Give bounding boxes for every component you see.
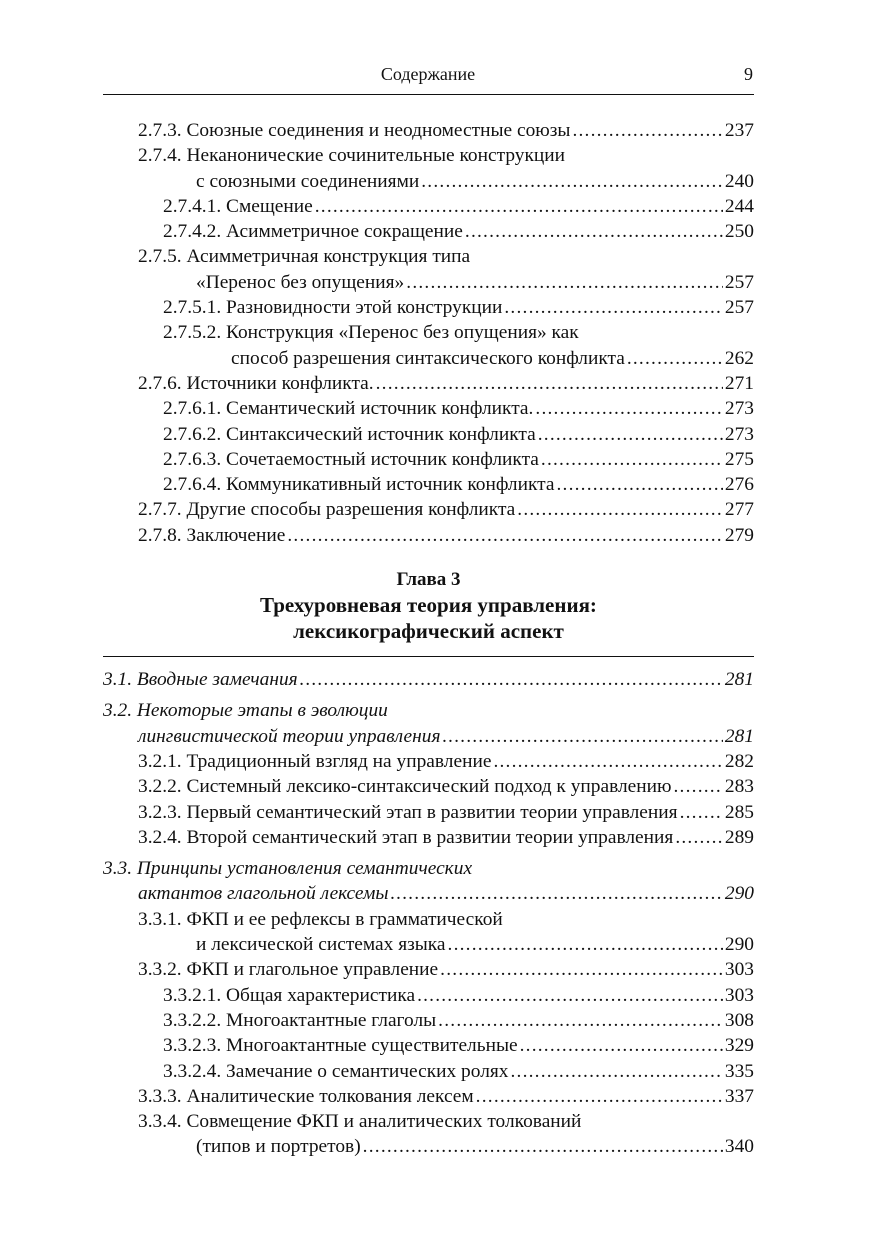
table-of-contents (103, 118, 754, 1160)
toc-entry-3-3-2-4[interactable] (103, 1059, 754, 1084)
toc-entry-page: 281 (724, 725, 754, 747)
toc-entry-2-7-6-1[interactable] (103, 396, 754, 421)
toc-entry-title: 2.7.6.4. Коммуникативный источник конфликта (163, 474, 555, 496)
toc-entry-page: 281 (724, 669, 754, 691)
toc-entry-title: 3.2.4. Второй семантический этап в развитии теории управления (138, 826, 674, 848)
toc-entry-page: 337 (724, 1085, 754, 1107)
toc-entry-2-7-8[interactable] (103, 523, 754, 548)
dot-leader (556, 472, 722, 497)
toc-entry-3-3-1-line1[interactable]: 3.3.1. ФКП и ее рефлексы в грамматической (138, 908, 503, 930)
toc-entry-title: 2.7.4.1. Смещение (163, 195, 313, 217)
toc-entry-title: «Перенос без опущения» (196, 271, 405, 293)
toc-entry-page: 283 (724, 776, 754, 798)
toc-entry-title: способ разрешения синтаксического конфликта (231, 347, 625, 369)
dot-leader (287, 523, 723, 548)
toc-entry-title: 2.7.5.1. Разновидности этой конструкции (163, 297, 503, 319)
toc-entry-2-7-5-1[interactable] (103, 295, 754, 320)
toc-entry-3-2-1[interactable] (103, 749, 754, 774)
toc-entry-2-7-5-2[interactable] (103, 346, 754, 371)
toc-entry-page: 282 (724, 750, 754, 772)
toc-entry-3-1[interactable] (103, 667, 754, 692)
toc-entry-2-7-6-4[interactable] (103, 472, 754, 497)
toc-entry-title: 2.7.6. Источники конфликта. (138, 372, 374, 394)
toc-entry-2-7-4[interactable] (103, 169, 754, 194)
dot-leader (315, 194, 723, 219)
toc-entry-3-3-line1[interactable]: 3.3. Принципы установления семантических (103, 858, 473, 880)
dot-leader (417, 983, 723, 1008)
toc-entry-2-7-6-2[interactable] (103, 422, 754, 447)
toc-entry-2-7-3[interactable] (103, 118, 754, 143)
toc-entry-title: 2.7.6.3. Сочетаемостный источник конфликта (163, 448, 539, 470)
toc-entry-page: 308 (724, 1009, 754, 1031)
toc-entry-page: 290 (724, 934, 754, 956)
toc-entry-3-3[interactable] (103, 881, 754, 906)
toc-entry-page: 273 (724, 423, 754, 445)
toc-entry-title: 3.3.2.4. Замечание о семантических ролях (163, 1060, 509, 1082)
toc-entry-title: 2.7.4.2. Асимметричное сокращение (163, 221, 463, 243)
dot-leader (680, 800, 723, 825)
toc-entry-title: 3.3.2.1. Общая характеристика (163, 984, 416, 1006)
dot-leader (421, 169, 723, 194)
toc-entry-page: 290 (724, 883, 754, 905)
toc-entry-page: 262 (724, 347, 754, 369)
dot-leader (440, 957, 723, 982)
toc-entry-page: 329 (724, 1035, 754, 1057)
dot-leader (627, 346, 723, 371)
header-rule (103, 94, 754, 95)
toc-entry-title: 3.2.2. Системный лексико-синтаксический подход к управлению (138, 776, 672, 798)
toc-entry-page: 273 (724, 398, 754, 420)
toc-entry-3-2[interactable] (103, 724, 754, 749)
dot-leader (376, 371, 723, 396)
toc-entry-page: 275 (724, 448, 754, 470)
toc-entry-page: 279 (724, 524, 754, 546)
toc-entry-3-3-1[interactable] (103, 932, 754, 957)
toc-entry-page: 250 (724, 221, 754, 243)
toc-entry-3-2-4[interactable] (103, 825, 754, 850)
toc-entry-3-3-3[interactable] (103, 1084, 754, 1109)
toc-entry-page: 289 (724, 826, 754, 848)
toc-entry-page: 285 (724, 801, 754, 823)
toc-entry-3-2-2[interactable] (103, 774, 754, 799)
toc-entry-3-3-4-line1[interactable]: 3.3.4. Совмещение ФКП и аналитических толкований (138, 1111, 582, 1133)
toc-entry-page: 276 (724, 474, 754, 496)
toc-entry-title: 3.3.3. Аналитические толкования лексем (138, 1085, 474, 1107)
toc-entry-title: (типов и портретов) (196, 1136, 361, 1158)
toc-entry-page: 271 (724, 372, 754, 394)
page-number: 9 (744, 64, 753, 84)
running-head (103, 64, 753, 88)
dot-leader (300, 667, 723, 692)
toc-entry-2-7-5-2-line1[interactable]: 2.7.5.2. Конструкция «Перенос без опущения» как (163, 322, 579, 344)
toc-entry-3-3-4[interactable] (103, 1134, 754, 1159)
toc-entry-title: 3.1. Вводные замечания (103, 669, 298, 691)
toc-entry-2-7-4-2[interactable] (103, 219, 754, 244)
dot-leader (538, 422, 723, 447)
toc-entry-2-7-5-line1[interactable]: 2.7.5. Асимметричная конструкция типа (138, 246, 471, 268)
toc-entry-page: 257 (724, 297, 754, 319)
dot-leader (541, 447, 723, 472)
toc-entry-2-7-4-1[interactable] (103, 194, 754, 219)
toc-entry-2-7-5[interactable] (103, 270, 754, 295)
dot-leader (438, 1008, 723, 1033)
toc-entry-page: 237 (724, 120, 754, 141)
dot-leader (675, 825, 723, 850)
dot-leader (363, 1134, 723, 1159)
toc-entry-page: 335 (724, 1060, 754, 1082)
toc-entry-title: 2.7.6.1. Семантический источник конфликта. (163, 398, 534, 420)
toc-entry-title: лингвистической теории управления (138, 725, 441, 747)
toc-entry-page: 303 (724, 984, 754, 1006)
running-head-title: Содержание (380, 64, 476, 84)
toc-entry-title: 2.7.8. Заключение (138, 524, 286, 546)
dot-leader (476, 1084, 723, 1109)
chapter-rule (103, 656, 754, 657)
dot-leader (391, 881, 723, 906)
toc-entry-title: 3.2.1. Традиционный взгляд на управление (138, 750, 492, 772)
dot-leader (535, 396, 723, 421)
chapter-title-line2: лексикографический аспект (293, 619, 564, 644)
toc-entry-3-3-2[interactable] (103, 957, 754, 982)
toc-entry-page: 277 (724, 499, 754, 521)
toc-entry-title: 2.7.7. Другие способы разрешения конфликта (138, 499, 516, 521)
dot-leader (572, 118, 722, 143)
dot-leader (448, 932, 723, 957)
toc-entry-title: 2.7.6.2. Синтаксический источник конфликта (163, 423, 536, 445)
toc-entry-2-7-7[interactable] (103, 497, 754, 522)
toc-entry-title: 2.7.3. Союзные соединения и неодноместные союзы (138, 120, 571, 141)
toc-entry-2-7-4-line1[interactable]: 2.7.4. Неканонические сочинительные конструкции (138, 145, 566, 167)
toc-entry-3-2-line1[interactable]: 3.2. Некоторые этапы в эволюции (103, 700, 388, 722)
dot-leader (510, 1059, 722, 1084)
toc-entry-title: 3.3.2.2. Многоактантные глаголы (163, 1009, 437, 1031)
dot-leader (493, 749, 722, 774)
chapter-title-line1: Трехуровневая теория управления: (260, 593, 597, 618)
toc-entry-title: 3.3.2.3. Многоактантные существительные (163, 1035, 518, 1057)
toc-entry-3-3-2-2[interactable] (103, 1008, 754, 1033)
toc-entry-page: 340 (724, 1136, 754, 1158)
toc-entry-title: с союзными соединениями (196, 170, 420, 192)
dot-leader (406, 270, 723, 295)
toc-entry-page: 240 (724, 170, 754, 192)
toc-entry-page: 244 (724, 195, 754, 217)
toc-entry-title: и лексической системах языка (196, 934, 446, 956)
toc-entry-page: 303 (724, 959, 754, 981)
dot-leader (465, 219, 723, 244)
dot-leader (517, 497, 723, 522)
dot-leader (504, 295, 723, 320)
dot-leader (443, 724, 723, 749)
toc-entry-title: актантов глагольной лексемы (138, 883, 389, 905)
toc-entry-2-7-6[interactable] (103, 371, 754, 396)
toc-entry-title: 3.3.2. ФКП и глагольное управление (138, 959, 439, 981)
dot-leader (674, 774, 723, 799)
toc-entry-3-3-2-3[interactable] (103, 1033, 754, 1058)
dot-leader (520, 1033, 723, 1058)
toc-entry-3-3-2-1[interactable] (103, 983, 754, 1008)
toc-entry-title: 3.2.3. Первый семантический этап в развитии теории управления (138, 801, 678, 823)
toc-entry-2-7-6-3[interactable] (103, 447, 754, 472)
toc-entry-3-2-3[interactable] (103, 800, 754, 825)
toc-entry-page: 257 (724, 271, 754, 293)
chapter-label: Глава 3 (396, 569, 461, 591)
